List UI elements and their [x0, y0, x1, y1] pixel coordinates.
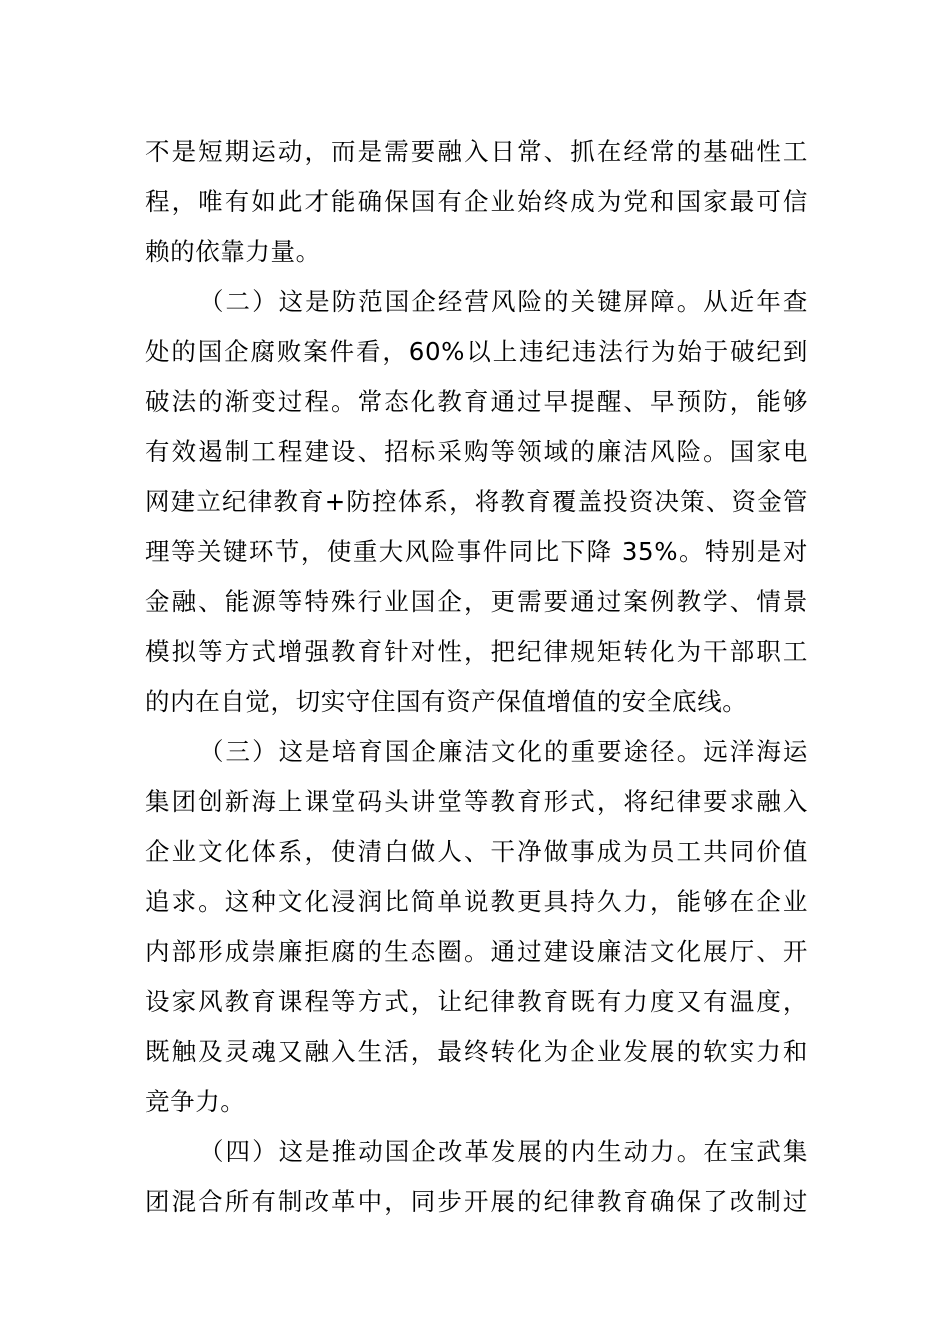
- paragraph-section-two: [145, 277, 808, 727]
- text-line: 竞争力。: [145, 1087, 246, 1116]
- text-line: （四）这是推动国企改革发展的内生动力。在宝武集: [199, 1137, 808, 1166]
- document-body: [145, 127, 808, 1227]
- text-line: 设家风教育课程等方式，让纪律教育既有力度又有温度，: [145, 987, 808, 1016]
- text-line: （二）这是防范国企经营风险的关键屏障。从近年查: [199, 287, 808, 316]
- text-line: 网建立纪律教育+防控体系，将教育覆盖投资决策、资金管: [145, 487, 808, 516]
- text-line: 模拟等方式增强教育针对性，把纪律规矩转化为干部职工: [145, 637, 808, 666]
- text-line: 处的国企腐败案件看，60%以上违纪违法行为始于破纪到: [145, 337, 808, 366]
- text-line: 内部形成崇廉拒腐的生态圈。通过建设廉洁文化展厅、开: [145, 937, 808, 966]
- text-line: （三）这是培育国企廉洁文化的重要途径。远洋海运: [199, 737, 808, 766]
- text-line: 的内在自觉，切实守住国有资产保值增值的安全底线。: [145, 687, 748, 716]
- text-line: 理等关键环节，使重大风险事件同比下降 35%。特别是对: [145, 537, 808, 566]
- paragraph-section-three: [145, 727, 808, 1127]
- paragraph-continued: [145, 127, 808, 277]
- text-line: 赖的依靠力量。: [145, 237, 321, 266]
- text-line: 有效遏制工程建设、招标采购等领域的廉洁风险。国家电: [145, 437, 808, 466]
- text-line: 团混合所有制改革中，同步开展的纪律教育确保了改制过: [145, 1187, 808, 1216]
- text-line: 集团创新海上课堂码头讲堂等教育形式，将纪律要求融入: [145, 787, 808, 816]
- text-line: 金融、能源等特殊行业国企，更需要通过案例教学、情景: [145, 587, 808, 616]
- text-line: 既触及灵魂又融入生活，最终转化为企业发展的软实力和: [145, 1037, 808, 1066]
- text-line: 不是短期运动，而是需要融入日常、抓在经常的基础性工: [145, 137, 808, 166]
- text-line: 企业文化体系，使清白做人、干净做事成为员工共同价值: [145, 837, 808, 866]
- text-line: 追求。这种文化浸润比简单说教更具持久力，能够在企业: [145, 887, 808, 916]
- text-line: 程，唯有如此才能确保国有企业始终成为党和国家最可信: [145, 187, 808, 216]
- text-line: 破法的渐变过程。常态化教育通过早提醒、早预防，能够: [145, 387, 808, 416]
- paragraph-section-four: [145, 1127, 808, 1227]
